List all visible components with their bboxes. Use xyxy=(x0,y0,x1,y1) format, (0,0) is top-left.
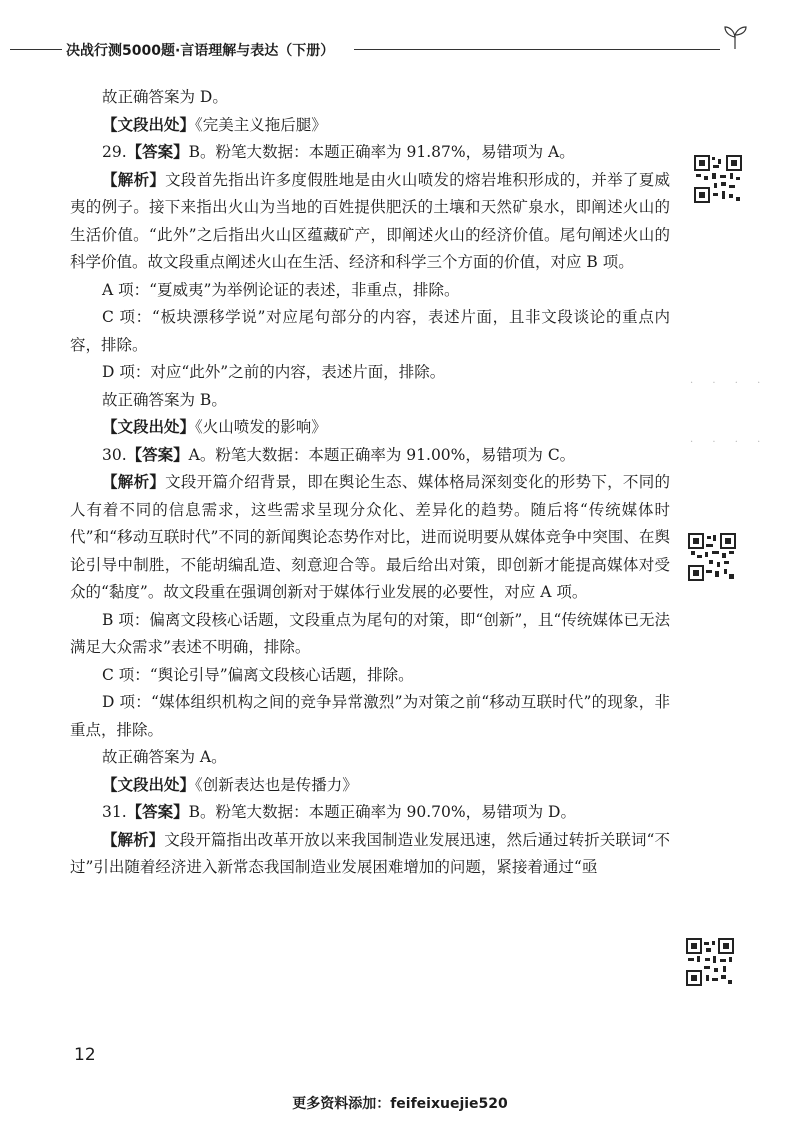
q31-number: 31. xyxy=(102,803,127,821)
qr-code-icon-q31[interactable] xyxy=(686,938,734,986)
q31-answer-label: 【答案】 xyxy=(126,803,189,821)
q30-option-c: C 项：“舆论引导”偏离文段核心话题，排除。 xyxy=(102,665,414,684)
q30-number: 30. xyxy=(102,445,127,464)
page-number: 12 xyxy=(74,1045,96,1065)
q29-source xyxy=(70,414,670,442)
qr-code-icon-q29[interactable] xyxy=(694,155,742,203)
q29-option-a: A 项：“夏威夷”为举例论证的表述，非重点，排除。 xyxy=(102,280,460,299)
q29-number: 29. xyxy=(102,143,127,161)
q29-answer-label: 【答案】 xyxy=(126,143,189,161)
q29-analysis-label: 【解析】 xyxy=(102,170,166,189)
q30-analysis xyxy=(70,469,670,607)
page-content xyxy=(70,84,670,882)
sprout-icon xyxy=(722,24,748,50)
header-rule-right xyxy=(354,49,720,50)
q30-answer-label: 【答案】 xyxy=(126,445,189,464)
q29-source-label: 【文段出处】 xyxy=(102,418,196,436)
q30-conclusion: 故正确答案为 A。 xyxy=(102,748,227,766)
margin-dots: · · · · xyxy=(690,437,769,448)
q29-answer-line xyxy=(70,139,670,167)
q29-conclusion: 故正确答案为 B。 xyxy=(102,390,227,409)
q29-option-d: D 项：对应“此外”之前的内容，表述片面，排除。 xyxy=(102,363,446,381)
q30-answer-text: A。粉笔大数据：本题正确率为 91.00%，易错项为 C。 xyxy=(188,445,576,464)
q29-option-c: C 项：“板块漂移学说”对应尾句部分的内容，表述片面，且非文段谈论的重点内容，排除。 xyxy=(70,308,670,354)
q30-option-b: B 项：偏离文段核心话题，文段重点为尾句的对策，即“创新”，且“传统媒体已无法满足大众需求”表述不明确，排除。 xyxy=(70,610,670,656)
q31-answer-text: B。粉笔大数据：本题正确率为 90.70%，易错项为 D。 xyxy=(188,803,576,821)
header-rule-left xyxy=(10,49,62,50)
q30-source-label: 【文段出处】 xyxy=(102,775,196,794)
answer-conclusion-prev: 故正确答案为 D。 xyxy=(102,88,228,106)
q31-answer-line xyxy=(70,799,670,827)
q31-analysis xyxy=(70,827,670,882)
q29-analysis xyxy=(70,167,670,277)
header-title: 决战行测5000题·言语理解与表达（下册） xyxy=(66,43,335,59)
q30-source xyxy=(70,772,670,800)
q31-analysis-label: 【解析】 xyxy=(102,830,165,849)
q29-answer-text: B。粉笔大数据：本题正确率为 91.87%，易错项为 A。 xyxy=(188,143,575,161)
qr-code-icon-q30[interactable] xyxy=(688,533,736,581)
margin-dots: · · · · xyxy=(690,378,769,389)
source-label: 【文段出处】 xyxy=(102,115,196,134)
source-title: 《完美主义拖后腿》 xyxy=(195,115,327,134)
q30-source-title: 《创新表达也是传播力》 xyxy=(195,775,358,794)
running-header xyxy=(0,40,800,60)
q29-source-title: 《火山喷发的影响》 xyxy=(195,418,327,436)
source-line-prev xyxy=(70,112,670,140)
q30-answer-line xyxy=(70,442,670,470)
q30-analysis-text: 文段开篇介绍背景，即在舆论生态、媒体格局深刻变化的形势下，不同的人有着不同的信息需求，这些需求呈现分众化、差异化的趋势。随后将“传统媒体时代”和“移动互联时代”不同的新闻舆论态势作对比，进而说明要从媒体竞争中突围、在舆论引导中制胜，不能胡编乱造、刻意迎合等。最后给出对策，即创新才能提高媒体对受众的“黏度”。故文段重在强调创新对于媒体行业发展的必要性，对应 A 项。 xyxy=(70,473,670,601)
q30-analysis-label: 【解析】 xyxy=(102,473,166,491)
q29-analysis-text: 文段首先指出许多度假胜地是由火山喷发的熔岩堆积形成的，并举了夏威夷的例子。接下来指出火山为当地的百姓提供肥沃的土壤和天然矿泉水，即阐述火山的生活价值。“此外”之后指出火山区蕴藏矿产，即阐述火山的经济价值。尾句阐述火山的科学价值。故文段重点阐述火山在生活、经济和科学三个方面的价值，对应 B 项。 xyxy=(70,170,670,271)
q30-option-d: D 项：“媒体组织机构之间的竞争异常激烈”为对策之前“移动互联时代”的现象，非重点，排除。 xyxy=(70,693,670,739)
footer-note: 更多资料添加：feifeixuejie520 xyxy=(292,1096,508,1112)
q31-analysis-text: 文段开篇指出改革开放以来我国制造业发展迅速，然后通过转折关联词“不过”引出随着经济进入新常态我国制造业发展困难增加的问题，紧接着通过“亟 xyxy=(70,830,670,876)
